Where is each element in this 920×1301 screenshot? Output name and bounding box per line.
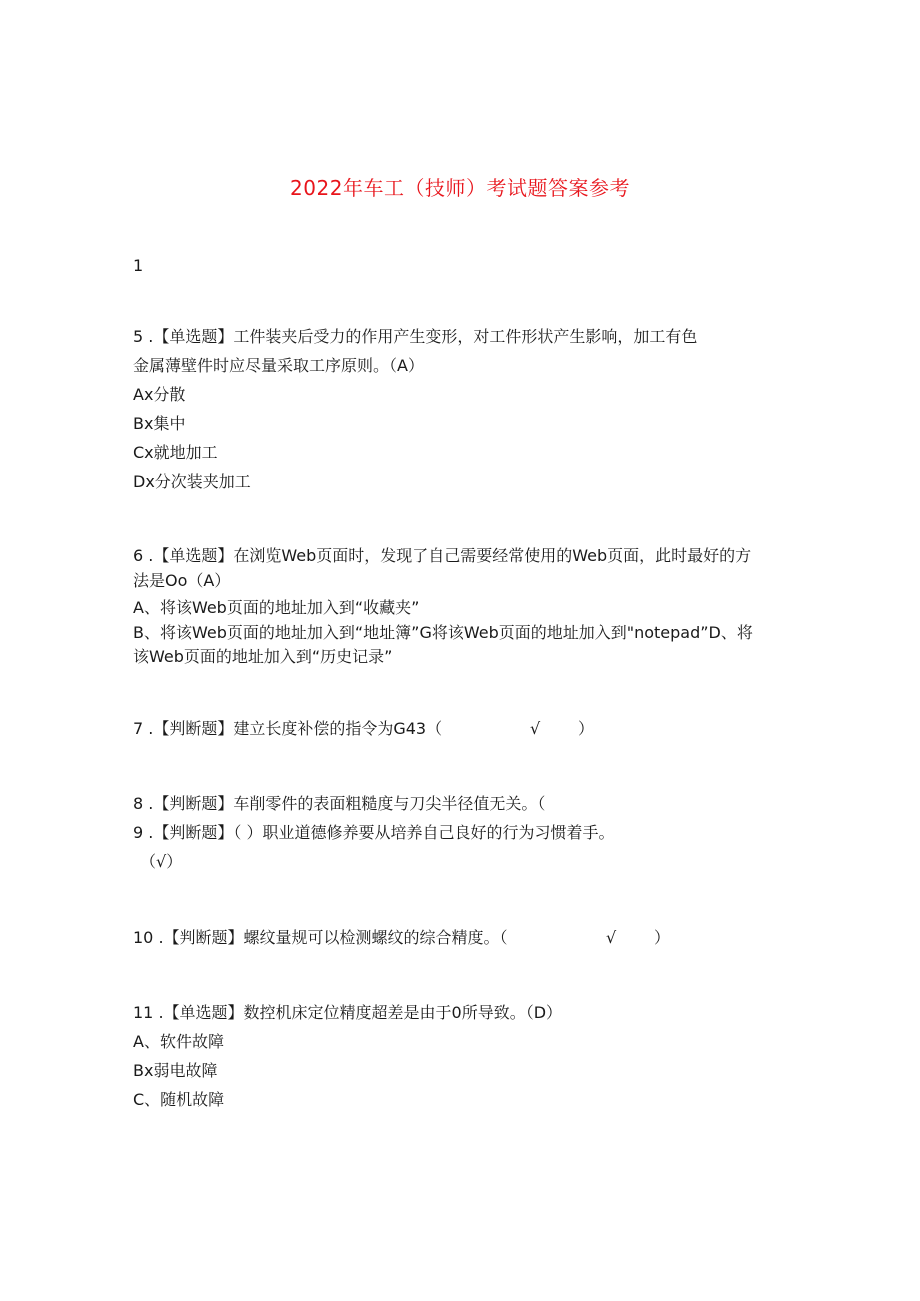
question-5-option-b: Bx集中 <box>133 414 186 433</box>
question-11-option-b: Bx弱电故障 <box>133 1061 218 1080</box>
question-6-line-1: 6 .【单选题】在浏览Web页面时，发现了自己需要经常使用的Web页面，此时最好的方 <box>133 546 752 565</box>
question-11-option-c: C、随机故障 <box>133 1090 225 1109</box>
question-8-text: 8 .【判断题】车削零件的表面粗糙度与刀尖半径值无关。（ <box>133 794 546 813</box>
question-5-option-c: Cx就地加工 <box>133 443 218 462</box>
question-5-option-a: Ax分散 <box>133 385 186 404</box>
question-9-answer: （√） <box>140 852 183 871</box>
question-9-text: 9 .【判断题】（ ）职业道德修养要从培养自己良好的行为习惯着手。 <box>133 823 615 842</box>
question-7-close-paren: ） <box>578 719 595 738</box>
question-7-answer-mark: √ <box>530 719 541 738</box>
question-11-text: 11 .【单选题】数控机床定位精度超差是由于0所导致。（D） <box>133 1003 563 1022</box>
question-6-line-2: 法是Oo（A） <box>133 571 231 590</box>
question-6-option-b-c-d: B、将该Web页面的地址加入到“地址簿”G将该Web页面的地址加入到"notepad”D、将 <box>133 623 753 642</box>
question-7-text: 7 .【判断题】建立长度补偿的指令为G43（ <box>133 719 443 738</box>
document-title: 2022年车工（技师）考试题答案参考 <box>290 176 630 200</box>
question-5-option-d: Dx分次装夹加工 <box>133 472 251 491</box>
page-marker: 1 <box>133 256 144 275</box>
question-6-option-d-cont: 该Web页面的地址加入到“历史记录” <box>133 647 393 666</box>
question-5-line-1: 5 .【单选题】工件装夹后受力的作用产生变形，对工件形状产生影响，加工有色 <box>133 327 698 346</box>
question-11-option-a: A、软件故障 <box>133 1032 224 1051</box>
question-10-answer-mark: √ <box>606 928 617 947</box>
question-10-close-paren: ） <box>654 928 671 947</box>
question-5-line-2: 金属薄壁件时应尽量采取工序原则。（A） <box>133 356 424 375</box>
question-6-option-a: A、将该Web页面的地址加入到“收藏夹” <box>133 598 420 617</box>
question-10-text: 10 .【判断题】螺纹量规可以检测螺纹的综合精度。（ <box>133 928 508 947</box>
